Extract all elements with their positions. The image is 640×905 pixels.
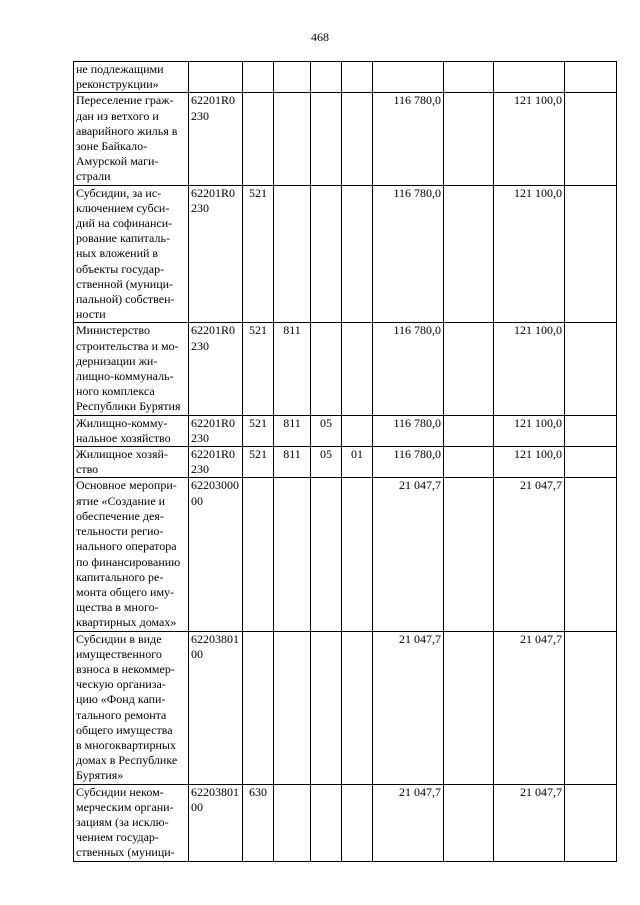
cell-name [74,478,189,631]
cell-code-line: 230 [191,108,209,123]
cell-vr: 521 [243,415,274,446]
cell-empty [444,415,494,446]
cell-code [189,784,243,861]
cell-name-line: по финансированию [76,554,181,569]
cell-sum-2: 121 100,0 [494,447,565,478]
cell-empty [444,478,494,631]
cell-empty [565,478,617,631]
cell-name-line: Жилищно-комму- [76,415,168,430]
cell-sum-1: 116 780,0 [373,185,444,323]
cell-name-line: ности [76,307,106,322]
cell-code [189,631,243,784]
table-row [74,478,617,631]
cell-rz [311,323,342,415]
cell-sum-1: 21 047,7 [373,631,444,784]
cell-grbs [274,93,311,185]
budget-table [73,61,617,862]
cell-grbs [274,185,311,323]
cell-name-line: Республики Бурятия [76,399,181,414]
cell-grbs [274,631,311,784]
cell-empty [444,631,494,784]
cell-code-line: 62201R0 [191,447,236,462]
cell-code [189,323,243,415]
table-row [74,185,617,323]
cell-rz [311,185,342,323]
table-row [74,62,617,93]
cell-sum-2: 121 100,0 [494,415,565,446]
cell-name-line: объекты государ- [76,261,165,276]
cell-empty [444,323,494,415]
cell-code-line: 230 [191,430,209,445]
cell-empty [565,784,617,861]
cell-name-line: аварийного жилья в [76,123,178,138]
cell-code-line: 62201R0 [191,93,236,108]
cell-name-line: Амурской маги- [76,154,159,169]
cell-name-line: капитального ре- [76,569,164,584]
cell-vr [243,62,274,93]
cell-name-line: Субсидии в виде [76,631,162,646]
cell-name-line: дий на софинанси- [76,216,173,231]
cell-name-line: в многоквартирных [76,737,176,752]
cell-name-line: Переселение граж- [76,93,174,108]
cell-empty [565,323,617,415]
cell-grbs [274,478,311,631]
cell-rz: 05 [311,415,342,446]
table-row [74,323,617,415]
cell-name-line: взноса в некоммер- [76,661,175,676]
cell-empty [565,93,617,185]
cell-name-line: зоне Байкало- [76,139,148,154]
page-number: 468 [311,30,329,44]
cell-code-line: 230 [191,200,209,215]
cell-pr [342,323,373,415]
cell-name-line: ключением субси- [76,200,170,215]
cell-name-line: строительства и мо- [76,338,179,353]
cell-sum-1 [373,62,444,93]
cell-name-line: лищно-коммуналь- [76,369,174,384]
cell-grbs [274,784,311,861]
cell-rz: 05 [311,447,342,478]
cell-code-line: 00 [191,493,203,508]
cell-name-line: не подлежащими [76,62,164,76]
cell-name-line: имущественного [76,646,162,661]
cell-name-line: страли [76,169,111,184]
cell-name-line: ственной (муници- [76,276,174,291]
cell-code-line: 62201R0 [191,323,236,338]
cell-code-line: 230 [191,338,209,353]
cell-name-line: ство [76,462,99,477]
cell-code [189,185,243,323]
cell-name-line: Субсидии, за ис- [76,185,162,200]
cell-grbs [274,62,311,93]
cell-name-line: ного комплекса [76,384,155,399]
cell-name-line: Основное меропри- [76,478,177,493]
cell-name-line: ческую организа- [76,677,166,692]
cell-name [74,631,189,784]
cell-code-line: 62201R0 [191,185,236,200]
cell-name-line: монта общего иму- [76,584,175,599]
cell-code-line: 230 [191,462,209,477]
cell-sum-2: 21 047,7 [494,784,565,861]
cell-empty [565,631,617,784]
cell-name [74,93,189,185]
cell-vr: 521 [243,323,274,415]
cell-code [189,93,243,185]
cell-code-line: 00 [191,799,203,814]
cell-name-line: общего имущества [76,722,173,737]
cell-name-line: рование капиталь- [76,231,170,246]
cell-code-line: 62203801 [191,631,239,646]
cell-rz [311,62,342,93]
cell-sum-1: 116 780,0 [373,415,444,446]
cell-name-line: пальной) собствен- [76,292,175,307]
cell-name [74,447,189,478]
cell-name-line: нальное хозяйство [76,430,171,445]
cell-rz [311,784,342,861]
cell-vr [243,478,274,631]
cell-sum-2: 121 100,0 [494,323,565,415]
cell-name-line: квартирных домах» [76,615,177,630]
cell-pr [342,478,373,631]
cell-name-line: щества в много- [76,600,159,615]
cell-empty [444,93,494,185]
cell-sum-1: 21 047,7 [373,478,444,631]
cell-vr: 630 [243,784,274,861]
cell-sum-2 [494,62,565,93]
cell-pr [342,93,373,185]
cell-name-line: тельности регио- [76,524,164,539]
cell-code-line: 00 [191,646,203,661]
cell-name-line: ятие «Создание и [76,493,166,508]
cell-sum-2: 121 100,0 [494,93,565,185]
cell-sum-1: 116 780,0 [373,323,444,415]
cell-name [74,323,189,415]
cell-pr: 01 [342,447,373,478]
cell-name [74,185,189,323]
cell-grbs: 811 [274,415,311,446]
cell-code-line: 62203801 [191,784,239,799]
cell-name-line: ных вложений в [76,246,159,261]
cell-code [189,478,243,631]
cell-sum-2: 21 047,7 [494,631,565,784]
cell-rz [311,478,342,631]
cell-name-line: дан из ветхого и [76,108,159,123]
cell-sum-1: 21 047,7 [373,784,444,861]
cell-code-line: 62203000 [191,478,239,493]
cell-name [74,415,189,446]
cell-code [189,415,243,446]
cell-code-line: 62201R0 [191,415,236,430]
cell-vr [243,631,274,784]
cell-code [189,62,243,93]
cell-name-line: реконструкции» [76,77,159,92]
table-row [74,784,617,861]
cell-empty [565,447,617,478]
cell-empty [565,415,617,446]
cell-empty [444,447,494,478]
cell-pr [342,784,373,861]
cell-vr [243,93,274,185]
cell-name-line: Министерство [76,323,150,338]
cell-name-line: цию «Фонд капи- [76,692,166,707]
cell-name-line: Субсидии неком- [76,784,164,799]
cell-name-line: мерческим органи- [76,799,174,814]
cell-name-line: чением государ- [76,830,159,845]
cell-name-line: зациям (за исклю- [76,814,169,829]
cell-vr: 521 [243,447,274,478]
cell-name-line: обеспечение дея- [76,508,164,523]
cell-pr [342,62,373,93]
cell-sum-1: 116 780,0 [373,93,444,185]
cell-name-line: нального оператора [76,539,177,554]
cell-name-line: дернизации жи- [76,353,158,368]
cell-rz [311,631,342,784]
cell-grbs: 811 [274,323,311,415]
cell-name-line: Жилищное хозяй- [76,447,168,462]
table-row [74,447,617,478]
cell-pr [342,631,373,784]
cell-empty [565,185,617,323]
cell-vr: 521 [243,185,274,323]
cell-code [189,447,243,478]
cell-pr [342,185,373,323]
cell-sum-1: 116 780,0 [373,447,444,478]
cell-pr [342,415,373,446]
table-row [74,415,617,446]
cell-sum-2: 121 100,0 [494,185,565,323]
cell-name [74,62,189,93]
cell-name [74,784,189,861]
table-row [74,93,617,185]
cell-rz [311,93,342,185]
cell-name-line: ственных (муници- [76,845,175,860]
cell-empty [565,62,617,93]
cell-empty [444,185,494,323]
cell-grbs: 811 [274,447,311,478]
table-row [74,631,617,784]
cell-name-line: домах в Республике [76,753,178,768]
cell-sum-2: 21 047,7 [494,478,565,631]
cell-empty [444,784,494,861]
cell-name-line: тального ремонта [76,707,167,722]
cell-empty [444,62,494,93]
cell-name-line: Бурятия» [76,768,124,783]
